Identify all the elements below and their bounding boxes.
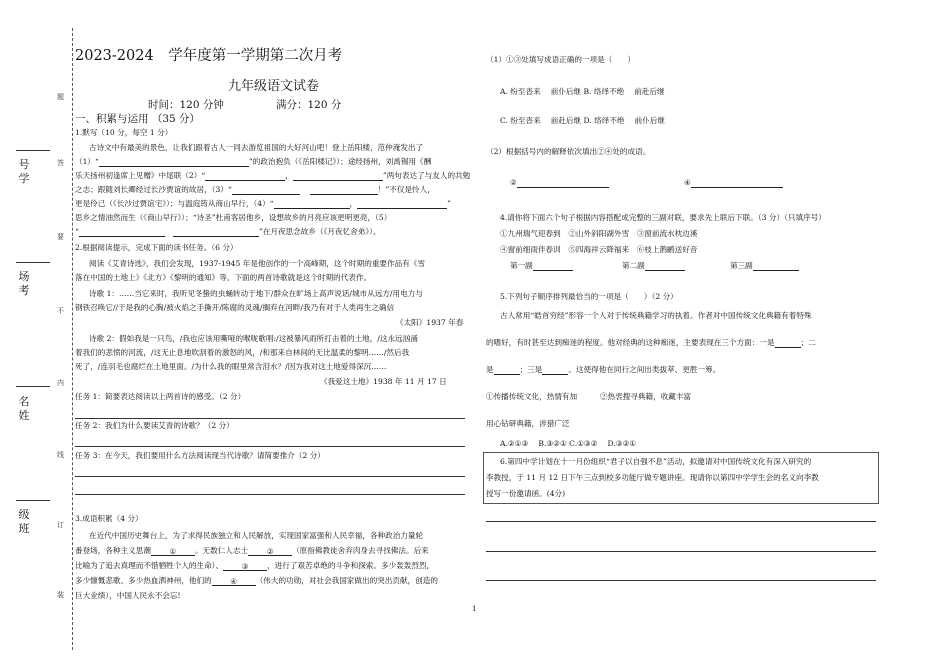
- seal-char: 内: [57, 379, 64, 387]
- q5-title: 5.下列句子顺序排列最恰当的一项是（ ）（2 分）: [500, 292, 678, 301]
- binding-dashed-line: [72, 28, 73, 650]
- name-label: 名姓: [18, 395, 30, 422]
- q4-fill: 第二副: [622, 260, 685, 271]
- q5-paragraph: 是 ；三是 。这使得他在同行之间出类拔萃、更胜一筹。: [486, 365, 721, 374]
- answer-blank[interactable]: [645, 261, 685, 271]
- exam-title: 2023-2024 学年度第一学期第二次月考: [75, 48, 343, 64]
- q4-title: 4.请你将下面六个句子根据内容搭配成完整的三副对联，要求先上联后下联。（3 分）（只填序号）: [500, 213, 826, 222]
- answer-blank[interactable]: [205, 171, 285, 181]
- answer-blank[interactable]: [293, 171, 383, 181]
- name-line[interactable]: [16, 386, 50, 387]
- seal-char: 装: [57, 591, 64, 599]
- section-heading: 一、积累与运用 （35 分）: [75, 113, 201, 125]
- q3-line: 多少慷慨悲歌、多少热血洒神州，他们的 ④ （伟大的功勋，对社会我国家做出的突出贡献，创造的: [75, 576, 438, 586]
- answer-blank[interactable]: [232, 185, 300, 195]
- answer-blank[interactable]: ②: [248, 546, 292, 556]
- class-label: 级班: [18, 508, 30, 535]
- q3-line: 比喻为了追去真理而不惜牺牲个人的生命）、 ③ ，进行了艰苦卓绝的斗争和探索。多少轰轰烈烈，: [75, 561, 435, 571]
- q1-line: （1）“ ”的政治抱负（《岳阳楼记》）；途经扬州，刘禹锡用《酬: [75, 157, 432, 166]
- answer-line[interactable]: [486, 551, 876, 552]
- q5-paragraph: 的嗜好，有时甚至达到痴迷的程度。他对经典的这种痴迷，主要表现在三个方面：一是 ；二: [486, 338, 816, 347]
- fill-4: ④: [684, 177, 783, 188]
- q1-line: 古诗文中有最美的景色，让我们跟着古人一同去游览祖国的大好河山吧！登上岳阳楼，范仲淹发出了: [89, 143, 424, 152]
- class-line[interactable]: [16, 500, 50, 501]
- answer-blank[interactable]: [775, 338, 801, 348]
- answer-blank[interactable]: [274, 199, 350, 209]
- poem1-line: 钢铁召唤它//于是我的心胸/被火焰之手撕开/陈腐的灵魂/搁弃在河畔/我乃有对于人类再生之确信: [75, 303, 395, 312]
- poem1-line: 诗歌 1：……当它来时，我听见冬蛰的虫蛹转动于地下/群众在旷场上高声说话/城市从远方/用电力与: [89, 289, 423, 298]
- q1-title: 1.默写（10 分，每空 1 分）: [75, 128, 173, 137]
- q2-paragraph: 阅读《艾青诗选》，我们会发现，1937-1945 年是他创作的一个高峰期，这个时期的重要作品有《雪: [89, 259, 425, 268]
- answer-line[interactable]: [486, 580, 876, 581]
- task3: 任务 3：在今天，我们要用什么方法阅读现当代诗歌？请简要推介（2 分）: [75, 451, 325, 460]
- q3-line: 在近代中国历史舞台上，为了求得民族独立和人民解放，实现国家富强和人民幸福，各种政治力量轮: [89, 531, 424, 540]
- option-ab: A. 纷至沓来 前仆后继 B. 络绎不绝 前赴后继: [500, 87, 665, 96]
- q6-line: 授写一份邀请函。(4分): [486, 489, 566, 498]
- q5-items: 用心钻研典籍，涉猎广泛: [486, 419, 570, 428]
- answer-blank[interactable]: [494, 365, 520, 375]
- q1-line: 之志；跟随刘长卿经过长沙贾谊的故居，（3）“ ！”不仅是怜人，: [75, 185, 435, 194]
- fill-2: ②: [510, 177, 609, 188]
- q6-line: 李教授，于 11 月 12 日下午三点到校多功能厅做专题讲座。现请你以第四中学学生会的名义向李教: [486, 473, 819, 482]
- q3-title: 3.成语积累（4 分）: [75, 514, 143, 523]
- q4-fill: 第三副: [730, 260, 799, 271]
- answer-blank[interactable]: ③: [223, 561, 267, 571]
- q1-line: 乐天扬州初逢席上见赠》中尾联（2）“ ， ”两句表达了与友人的共勉: [75, 171, 471, 180]
- answer-blank[interactable]: [173, 227, 259, 237]
- answer-blank[interactable]: [542, 365, 568, 375]
- student-id-label: 号学: [18, 158, 30, 185]
- q3-line: 巨大业绩），中国人民永不会忘!: [75, 591, 181, 600]
- answer-line[interactable]: [75, 494, 465, 495]
- answer-line[interactable]: [486, 521, 876, 522]
- seal-char: 订: [57, 521, 64, 529]
- q4-fill: 第一副: [510, 260, 573, 271]
- exam-room-label: 场考: [18, 270, 30, 297]
- answer-line[interactable]: [75, 418, 465, 419]
- answer-blank[interactable]: [533, 261, 573, 271]
- q1-line: 思乡之情油然而生（《商山早行》）；“诗圣”杜甫客居他乡，设想故乡的月亮应该更明更亮，（5）: [75, 213, 392, 222]
- exam-score: 满分：120 分: [276, 99, 342, 111]
- seal-char: 题: [57, 93, 64, 101]
- poem2-line: 诗歌 2：假如我是一只鸟，/我也应该用嘶哑的喉咙歌唱:/这被暴风雨所打击着的土地，/这永远汹涌: [89, 334, 418, 343]
- exam-time: 时间：120 分钟: [148, 99, 224, 111]
- answer-blank[interactable]: [753, 261, 799, 271]
- task1: 任务 1：简要表达阅读以上两首诗的感受。（2 分）: [75, 392, 246, 401]
- seal-char: 线: [57, 451, 64, 459]
- exam-room-line[interactable]: [16, 262, 50, 263]
- poem2-line: 着我们的悲愤的河流，/这无止息地吹刮着的激怒的风，/和那来自林间的无比温柔的黎明……/然后我: [75, 348, 410, 357]
- answer-blank[interactable]: [99, 157, 249, 167]
- answer-line[interactable]: [75, 476, 465, 477]
- q3-sub1: （1）①③处填写成语正确的一项是（ ）: [486, 55, 636, 64]
- seal-char: 答: [57, 159, 64, 167]
- answer-line[interactable]: [75, 446, 465, 447]
- q2-title: 2.根据阅读提示，完成下面的读书任务。（6 分）: [75, 243, 238, 252]
- q5-items: ①传播传统文化，热情有加 ②热衷搜寻典籍，收藏丰富: [486, 392, 692, 401]
- poem2-line: 死了，/连羽毛也腐烂在土地里面。/为什么我的眼里常含泪水？/因为我对这土地爱得深沉……: [75, 362, 387, 371]
- answer-blank[interactable]: [357, 199, 447, 209]
- answer-blank[interactable]: [310, 185, 378, 195]
- page-number: 1: [472, 605, 477, 613]
- q5-paragraph: 古人常用“皓首穷经”形容一个人对于传统典籍学习的执着。作者对中国传统文化典籍有着特殊: [500, 311, 812, 320]
- q4-items: ①九州瑞气迎春到 ②山外斜阳湖外雪 ③窗前流水枕边溪: [500, 229, 698, 238]
- poem2-source: 《我爱这土地》1938 年 11 月 17 日: [320, 377, 447, 386]
- poem1-source: 《太阳》1937 年春: [396, 318, 464, 327]
- seal-char: 不: [57, 307, 64, 315]
- answer-blank[interactable]: [517, 178, 609, 188]
- q2-paragraph: 落在中国的土地上》《北方》《黎明的通知》等。下面的两首诗歌就是这个时期的代表作。: [75, 273, 372, 282]
- q1-line: “ ”在月夜思念故乡（《月夜忆舍弟》）。: [75, 227, 381, 236]
- q6-line: 6.第四中学计划在十一月份组织“君子以自强不息”活动，拟邀请对中国传统文化有深入研究的: [500, 457, 812, 466]
- answer-blank[interactable]: ④: [212, 576, 256, 586]
- seal-char: 要: [57, 233, 64, 241]
- answer-blank[interactable]: [691, 178, 783, 188]
- q1-line: 更是伶己（《长沙过贾谊宅》）；与温庭筠从商山早行，（4）“ ， ”: [75, 199, 452, 208]
- exam-subtitle: 九年级语文试卷: [228, 79, 320, 94]
- q5-options: A.②①③ B.③②① C.①③② D.③②①: [500, 439, 637, 448]
- answer-blank[interactable]: [79, 227, 165, 237]
- option-cd: C. 纷至沓来 前赴后继 D. 络绎不绝 前仆后继: [500, 116, 665, 125]
- student-id-line[interactable]: [16, 150, 50, 151]
- answer-blank[interactable]: ①: [151, 546, 195, 556]
- q4-items: ④窗前细雨伴春训 ⑤四海祥云降福来 ⑥枝上鹊鹂送好音: [500, 245, 698, 254]
- q3-sub2: （2）根据括号内的解释依次填出②④处的成语。: [486, 147, 651, 156]
- q3-line: 番登场，各种主义思潮 ① 。无数仁人志士 ② （原指佛教徒舍弃肉身去寻找佛法。后来: [75, 546, 429, 556]
- task2: 任务 2：我们为什么要读艾青的诗歌？（2 分）: [75, 421, 234, 430]
